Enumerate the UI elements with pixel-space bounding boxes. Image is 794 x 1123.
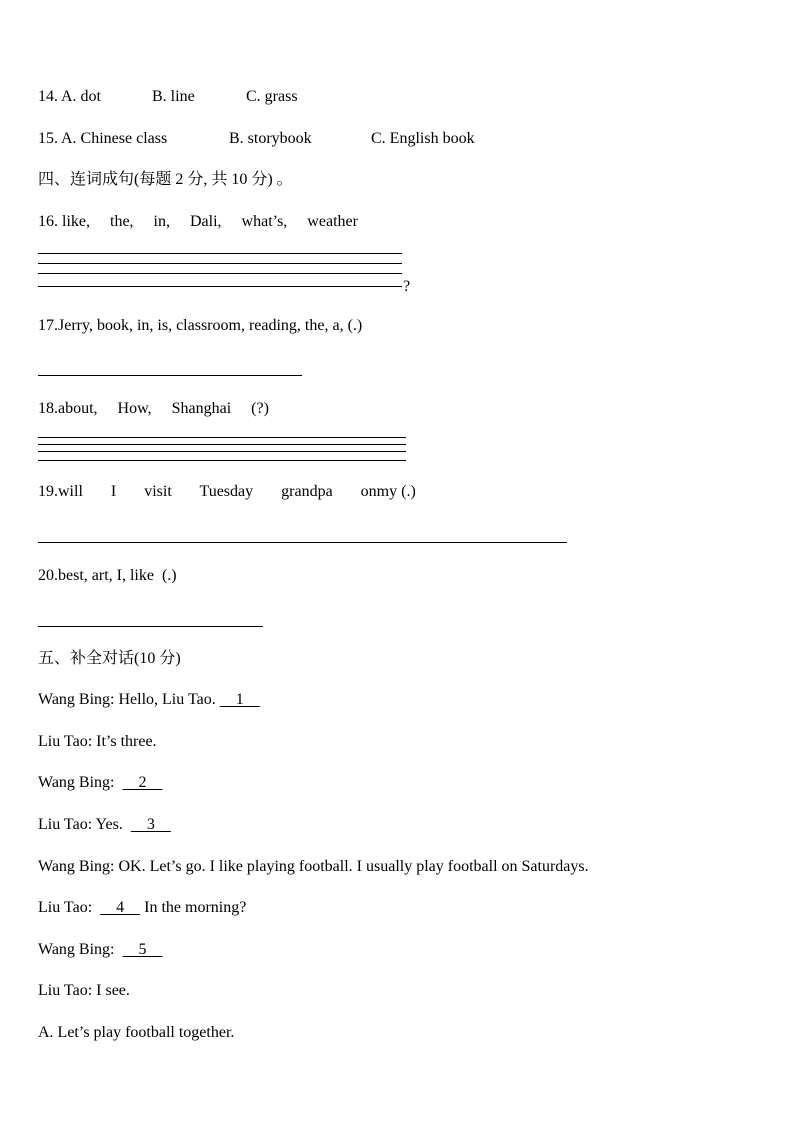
answer-line [38, 460, 406, 461]
q15-option-a: A. Chinese class [61, 130, 168, 147]
q14-option-c: C. grass [246, 88, 298, 105]
dialog-line-3 [38, 773, 162, 793]
dialog-line-6-suffix: In the morning? [140, 899, 247, 916]
answer-line [38, 273, 402, 274]
blank-3: 3 [130, 816, 171, 833]
q14-option-b: B. line [152, 88, 195, 105]
q15-option-c: C. English book [371, 130, 475, 147]
q19-words: 19.will I visit Tuesday grandpa onmy (.) [38, 483, 416, 500]
answer-line [38, 263, 402, 264]
dialog-line-5: Wang Bing: OK. Let’s go. I like playing football. I usually play football on Saturdays. [38, 858, 589, 875]
dialog-line-3-text: Wang Bing: [38, 774, 123, 791]
q16-question-mark: ? [403, 278, 411, 295]
blank-4: 4 [100, 899, 141, 916]
section-4-heading: 四、连词成句(每题 2 分, 共 10 分) 。 [38, 171, 293, 188]
q14-option-a: A. dot [61, 88, 101, 105]
answer-line [38, 626, 263, 627]
q15-number: 15. [38, 130, 58, 147]
dialog-line-8: Liu Tao: I see. [38, 982, 130, 999]
answer-line [38, 375, 302, 376]
answer-line [38, 451, 406, 452]
dialog-line-2: Liu Tao: It’s three. [38, 733, 157, 750]
q18-words: 18.about, How, Shanghai (?) [38, 400, 269, 417]
dialog-line-7-text: Wang Bing: [38, 941, 123, 958]
dialog-line-4 [38, 815, 171, 835]
dialog-line-7 [38, 940, 162, 960]
q17-words: 17.Jerry, book, in, is, classroom, reading, the, a, (.) [38, 317, 363, 334]
dialog-line-6 [38, 898, 246, 918]
dialog-line-6-text: Liu Tao: [38, 899, 101, 916]
answer-line [38, 286, 402, 287]
blank-1: 1 [219, 691, 260, 708]
blank-2: 2 [122, 774, 163, 791]
blank-5: 5 [122, 941, 163, 958]
answer-line [38, 444, 406, 445]
answer-line [38, 542, 567, 543]
option-a: A. Let’s play football together. [38, 1024, 235, 1041]
dialog-line-4-text: Liu Tao: Yes. [38, 816, 131, 833]
q15-option-b: B. storybook [229, 130, 312, 147]
q20-words: 20.best, art, I, like (.) [38, 567, 177, 584]
dialog-line-1 [38, 690, 260, 710]
answer-line [38, 437, 406, 438]
answer-line [38, 253, 402, 254]
dialog-line-1-text: Wang Bing: Hello, Liu Tao. [38, 691, 220, 708]
q16-words: 16. like, the, in, Dali, what’s, weather [38, 213, 358, 230]
section-5-heading: 五、补全对话(10 分) [38, 650, 181, 667]
q14-number: 14. [38, 88, 58, 105]
